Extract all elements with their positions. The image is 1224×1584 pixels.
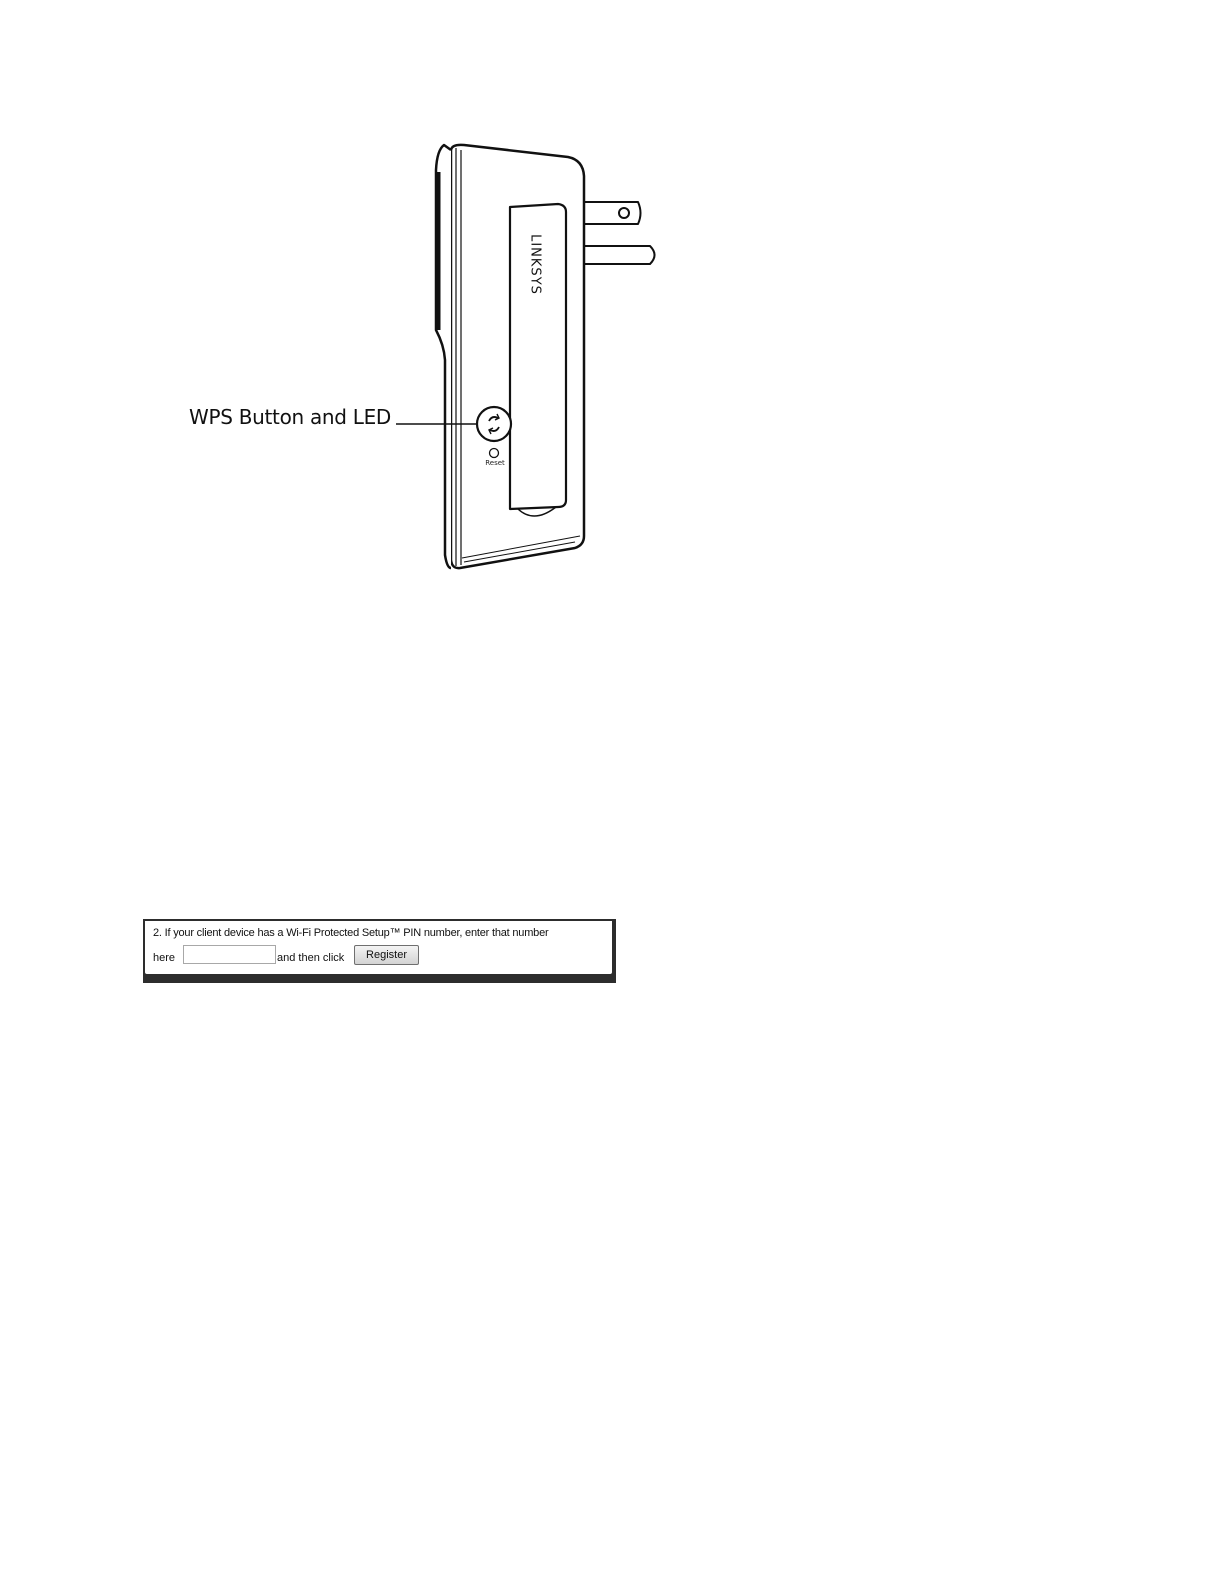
wps-instruction-text: 2. If your client device has a Wi-Fi Protected Setup™ PIN number, enter that number: [153, 927, 549, 939]
wps-pin-panel-body: [145, 921, 612, 974]
reset-label: Reset: [485, 459, 505, 467]
pin-number-input[interactable]: [183, 945, 276, 964]
register-button[interactable]: Register: [354, 945, 419, 965]
wps-pin-panel: [143, 919, 616, 983]
wps-callout-label: WPS Button and LED: [189, 405, 392, 429]
range-extender-illustration: [0, 0, 1224, 620]
then-click-label: and then click: [277, 952, 345, 964]
power-plug-icon: [583, 202, 655, 264]
here-label: here: [153, 952, 176, 964]
brand-logo-text: LINKSYS: [527, 234, 543, 295]
